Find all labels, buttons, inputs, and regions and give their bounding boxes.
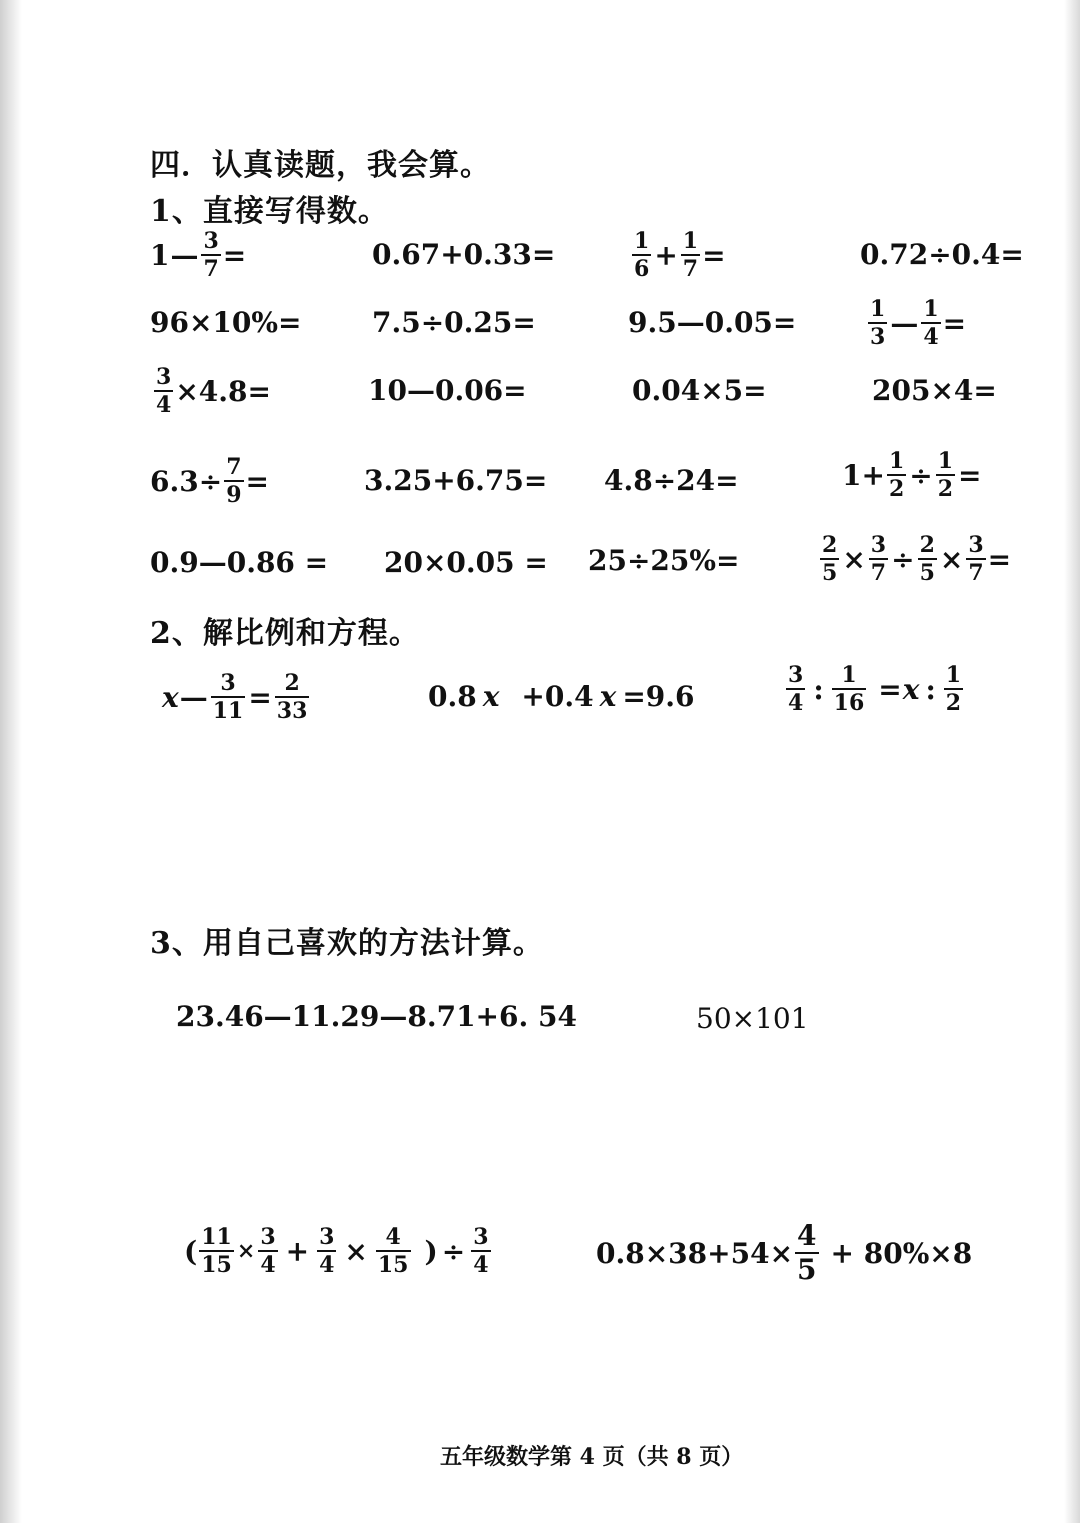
operator: ÷ <box>441 1234 466 1268</box>
numerator: 3 <box>220 670 236 696</box>
term: ×4.8= <box>175 374 271 408</box>
fraction <box>921 298 940 348</box>
problem-3-3: 0.04×5= <box>632 374 767 407</box>
calc-problem-4 <box>596 1219 973 1286</box>
fraction <box>944 664 963 714</box>
denominator: 5 <box>797 1253 817 1286</box>
numerator: 3 <box>319 1224 335 1250</box>
numerator: 3 <box>968 532 984 558</box>
part3-title: 3、用自己喜欢的方法计算。 <box>150 926 544 961</box>
numerator: 3 <box>788 662 804 688</box>
operator: × <box>344 1234 368 1268</box>
term: 1 <box>150 238 170 272</box>
equals: = <box>987 542 1012 576</box>
equation-2 <box>428 680 695 713</box>
denominator: 16 <box>833 690 865 716</box>
problem-3-4: 205×4= <box>872 374 997 407</box>
colon: : <box>925 672 936 706</box>
fraction <box>201 230 220 280</box>
fraction <box>471 1226 490 1276</box>
fraction <box>199 1226 234 1276</box>
problem-3-1 <box>152 366 271 416</box>
fraction <box>832 664 867 714</box>
operator: ÷ <box>909 458 933 492</box>
part1-title: 1、直接写得数。 <box>150 194 389 229</box>
problem-4-4 <box>842 450 983 500</box>
numerator: 2 <box>284 670 300 696</box>
problem-1-3 <box>630 230 726 280</box>
denominator: 5 <box>919 560 935 586</box>
problem-5-2: 20×0.05 = <box>384 546 548 579</box>
operator: ÷ <box>891 542 915 576</box>
problem-2-1: 96×10%= <box>150 306 302 339</box>
denominator: 4 <box>923 324 939 350</box>
term: 1+ <box>842 458 885 492</box>
equals: = <box>222 238 247 272</box>
denominator: 2 <box>888 476 905 502</box>
proportion-3 <box>784 664 965 714</box>
numerator: 1 <box>923 296 939 322</box>
denominator: 4 <box>156 392 172 418</box>
problem-1-2: 0.67+0.33= <box>372 238 556 271</box>
term: + 80%×8 <box>830 1236 973 1270</box>
equals: = <box>958 458 982 492</box>
variable: x <box>599 680 617 713</box>
fraction <box>211 672 246 722</box>
fraction <box>936 450 955 500</box>
problem-4-1 <box>150 456 269 506</box>
operator: + <box>654 238 678 272</box>
term: =9.6 <box>622 680 695 713</box>
denominator: 15 <box>377 1252 409 1278</box>
problem-1-4: 0.72÷0.4= <box>860 238 1024 271</box>
fraction <box>918 534 937 584</box>
denominator: 7 <box>968 560 984 586</box>
fraction <box>154 366 173 416</box>
section-title: 四．认真读题，我会算。 <box>150 148 491 183</box>
equals: = <box>245 464 269 498</box>
fraction <box>681 230 700 280</box>
equals: = <box>248 680 272 714</box>
fraction <box>966 534 985 584</box>
fraction <box>786 664 805 714</box>
problem-2-4 <box>866 298 966 348</box>
numerator: 1 <box>888 448 905 474</box>
denominator: 5 <box>822 560 838 586</box>
problem-1-1 <box>150 230 246 280</box>
problem-2-2: 7.5÷0.25= <box>372 306 536 339</box>
numerator: 2 <box>919 532 935 558</box>
operator: × <box>939 542 964 576</box>
numerator: 3 <box>156 364 172 390</box>
page-footer: 五年级数学第 4 页（共 8 页） <box>440 1444 744 1470</box>
fraction <box>887 450 906 500</box>
operator: — <box>890 306 919 340</box>
numerator: 3 <box>203 228 219 254</box>
problem-3-2: 10—0.06= <box>368 374 527 407</box>
denominator: 4 <box>473 1252 489 1278</box>
denominator: 15 <box>201 1252 232 1278</box>
problem-5-1: 0.9—0.86 = <box>150 546 329 579</box>
numerator: 2 <box>822 532 838 558</box>
denominator: 7 <box>682 256 699 282</box>
denominator: 7 <box>203 256 219 282</box>
numerator: 1 <box>945 662 962 688</box>
variable: x <box>482 680 500 713</box>
fraction <box>376 1226 411 1276</box>
fraction <box>868 298 887 348</box>
calc-problem-2: 50×101 <box>696 1002 809 1035</box>
operator: × <box>236 1238 256 1264</box>
fraction <box>224 456 243 506</box>
numerator: 1 <box>634 228 650 254</box>
problem-4-3: 4.8÷24= <box>604 464 739 497</box>
operator: × <box>842 542 866 576</box>
calc-problem-3 <box>184 1226 493 1276</box>
denominator: 4 <box>788 690 804 716</box>
problem-4-2: 3.25+6.75= <box>364 464 548 497</box>
fraction <box>869 534 888 584</box>
variable: x <box>162 680 179 714</box>
part2-title: 2、解比例和方程。 <box>150 616 420 651</box>
numerator: 7 <box>226 454 242 480</box>
term: 6.3÷ <box>150 464 223 498</box>
scan-shadow-left <box>0 0 22 1523</box>
fraction <box>632 230 651 280</box>
paren-open: ( <box>184 1234 198 1268</box>
term: +0.4 <box>521 680 594 713</box>
colon: : <box>813 672 824 706</box>
fraction <box>317 1226 336 1276</box>
denominator: 2 <box>937 476 954 502</box>
variable: x <box>902 672 920 706</box>
numerator: 4 <box>797 1219 817 1252</box>
equals: = <box>702 238 726 272</box>
term: 0.8×38+54× <box>596 1236 794 1270</box>
denominator: 4 <box>319 1252 335 1278</box>
equals: = <box>878 672 902 706</box>
denominator: 6 <box>634 256 650 282</box>
operator: — <box>179 680 208 714</box>
calc-problem-1: 23.46—11.29—8.71+6. 54 <box>176 1000 577 1033</box>
numerator: 1 <box>937 448 954 474</box>
problem-2-3: 9.5—0.05= <box>628 306 797 339</box>
numerator: 1 <box>682 228 699 254</box>
fraction <box>258 1226 277 1276</box>
fraction <box>820 534 839 584</box>
operator: — <box>170 238 199 272</box>
denominator: 4 <box>260 1252 276 1278</box>
equals: = <box>942 306 967 340</box>
coefficient: 0.8 <box>428 680 477 713</box>
numerator: 3 <box>260 1224 276 1250</box>
numerator: 3 <box>473 1224 489 1250</box>
equation-1 <box>162 672 311 722</box>
denominator: 7 <box>870 560 887 586</box>
denominator: 33 <box>276 698 308 724</box>
numerator: 4 <box>385 1224 401 1250</box>
numerator: 3 <box>870 532 887 558</box>
denominator: 3 <box>870 324 886 350</box>
paren-close: ) <box>424 1234 438 1268</box>
numerator: 1 <box>841 662 857 688</box>
denominator: 9 <box>226 482 242 508</box>
fraction <box>795 1219 818 1286</box>
numerator: 1 <box>870 296 886 322</box>
denominator: 2 <box>945 690 962 716</box>
problem-5-4 <box>818 534 1011 584</box>
denominator: 11 <box>212 698 244 724</box>
operator: + <box>285 1234 310 1268</box>
scan-shadow-right <box>1064 0 1080 1523</box>
problem-5-3: 25÷25%= <box>588 544 740 577</box>
numerator: 11 <box>201 1224 232 1250</box>
fraction <box>275 672 310 722</box>
